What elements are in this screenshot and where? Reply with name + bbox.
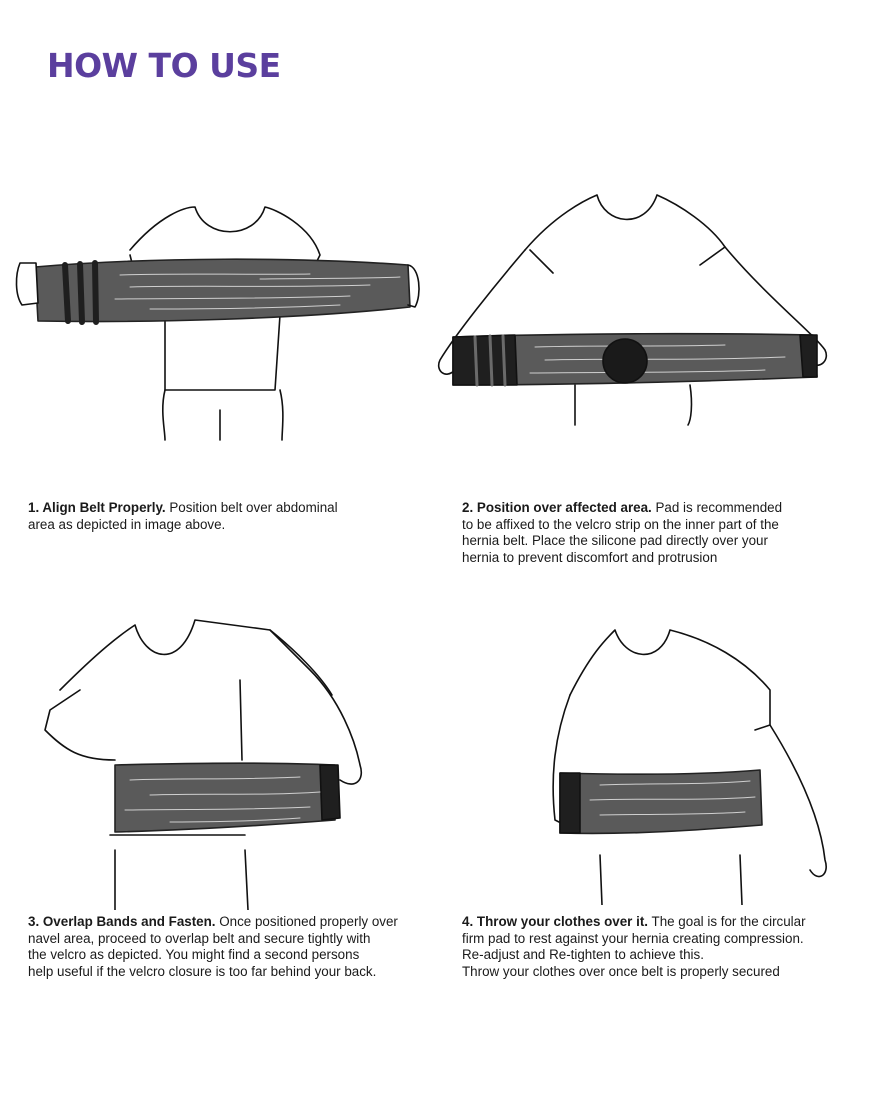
step-3-line-1: Once positioned properly over — [215, 914, 398, 929]
step-1-line-1: Position belt over abdominal — [165, 500, 338, 515]
step-1-line-2: area as depicted in image above. — [28, 516, 226, 532]
step-1-heading: 1. Align Belt Properly. — [28, 500, 166, 515]
step-3-line-2: navel area, proceed to overlap belt and secure tightly with — [28, 930, 371, 946]
step-4-line-4: Throw your clothes over once belt is properly secured — [462, 963, 780, 979]
step-2-heading: 2. Position over affected area. — [462, 500, 652, 515]
step-2-line-3: hernia belt. Place the silicone pad directly over your — [462, 533, 768, 548]
step-4-line-3: Re-adjust and Re-tighten to achieve this. — [462, 947, 704, 962]
step-3-heading: 3. Overlap Bands and Fasten. — [28, 914, 216, 929]
step-3-instructions — [28, 914, 448, 980]
step-3-line-4: help useful if the velcro closure is too far behind your back. — [28, 963, 377, 979]
step-2-line-2: to be affixed to the velcro strip on the inner part of the — [462, 516, 779, 532]
page-title: HOW TO USE — [47, 46, 281, 85]
step-2-line-4: hernia to prevent discomfort and protrusion — [462, 549, 718, 565]
step-2-instructions — [462, 500, 862, 566]
step-4-line-1: The goal is for the circular — [648, 914, 806, 929]
illustration-step-3 — [20, 610, 440, 910]
belt — [453, 334, 817, 385]
step-3-line-3: the velcro as depicted. You might find a second persons — [28, 947, 360, 962]
step-1-instructions — [28, 500, 428, 533]
belt — [35, 259, 410, 322]
illustration-step-1 — [10, 195, 430, 445]
step-4-line-2: firm pad to rest against your hernia creating compression. — [462, 930, 804, 946]
silicone-pad — [603, 339, 647, 383]
illustration-step-2 — [425, 185, 845, 435]
step-2-line-1: Pad is recommended — [651, 500, 783, 515]
step-4-instructions — [462, 914, 862, 980]
illustration-step-4 — [440, 615, 860, 905]
belt — [115, 763, 340, 832]
belt — [560, 770, 762, 833]
step-4-heading: 4. Throw your clothes over it. — [462, 914, 649, 929]
